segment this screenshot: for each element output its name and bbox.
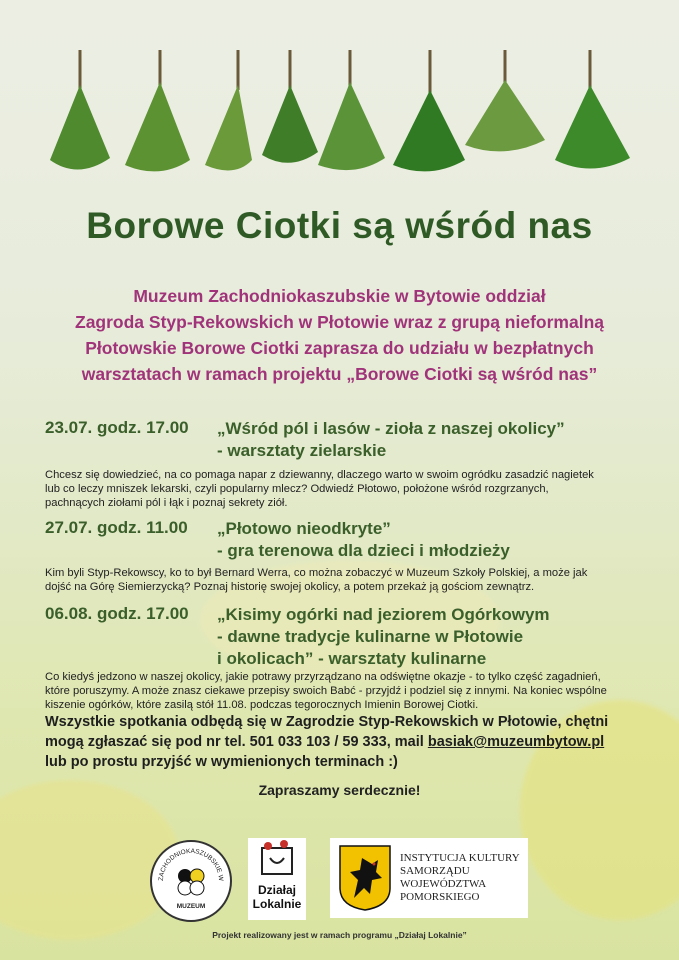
event-description-line: pachnących ziołami pól i łąk i poznaj sekrety ziół. (45, 497, 288, 509)
pomorskie-line: WOJEWÓDZTWA (400, 878, 487, 890)
closing-info (45, 712, 645, 772)
event-description-line: dojść na Górę Siemierzycką? Poznaj historię swojej okolicy, a potem przekaż ją gościom zewnątrz. (45, 581, 535, 593)
event-description-line: lub co leczy mniszek lekarski, czyli popularny mlecz? Odwiedź Płotowo, położone wśród rozgrzanych, (45, 483, 549, 495)
event-description (45, 468, 645, 510)
event-title-line: „Wśród pól i lasów - zioła z naszej okolicy” (217, 419, 565, 438)
event-title-line: „Kisimy ogórki nad jeziorem Ogórkowym (217, 605, 550, 624)
email-link[interactable]: basiak@muzeumbytow.pl (427, 734, 605, 750)
intro-line: warsztatach w ramach projektu „Borowe Ciotki są wśród nas” (81, 364, 598, 384)
event-header (45, 518, 645, 564)
event-description-line: kiszenie ogórków, które zasilą stół 11.08. podczas tegorocznych Imienin Borowej Ciotki. (45, 699, 479, 711)
intro-line: Płotowskie Borowe Ciotki zaprasza do udziału w bezpłatnych (85, 338, 594, 358)
event-1 (45, 418, 645, 510)
griffin-crest-icon (338, 844, 392, 912)
event-3 (45, 604, 645, 712)
herb-bundle (555, 50, 630, 169)
closing-line (45, 732, 645, 752)
event-title-line: - dawne tradycje kulinarne w Płotowie (217, 627, 524, 646)
invitation-text: Zapraszamy serdecznie! (258, 782, 421, 798)
event-header (45, 604, 645, 670)
event-header (45, 418, 645, 464)
event-description-line: Co kiedyś jedzono w naszej okolicy, jakie potrawy przyrządzano na odświętne okazje - to tylko część zagadnień, (45, 671, 601, 683)
event-date: 27.07. godz. 11.00 (45, 518, 188, 537)
event-description (45, 566, 645, 594)
event-title-line: „Płotowo nieodkryte” (217, 519, 391, 538)
herb-bundle (205, 50, 252, 170)
event-title (217, 418, 565, 462)
herb-bundle (262, 50, 318, 163)
museum-ring-text: ZACHODNIOKASZUBSKIE W (157, 847, 225, 882)
event-title-line: i okolicach” - warsztaty kulinarne (217, 649, 487, 668)
intro-line: Zagroda Styp-Rekowskich w Płotowie wraz z grupą nieformalną (75, 312, 604, 332)
pomorskie-line: INSTYTUCJA KULTURY (400, 852, 520, 864)
herb-bundle (50, 50, 110, 170)
page-title: Borowe Ciotki są wśród nas (86, 205, 593, 246)
closing-line: lub po prostu przyjść w wymienionych terminach :) (45, 754, 398, 770)
event-date: 06.08. godz. 17.00 (45, 604, 189, 623)
event-title (217, 518, 510, 562)
event-description (45, 670, 645, 712)
herb-bundle (318, 50, 385, 170)
footer-note: Projekt realizowany jest w ramach programu „Działaj Lokalnie” (212, 930, 467, 940)
dl-line1: Działaj (257, 883, 297, 897)
event-2 (45, 518, 645, 594)
dzialaj-lokalnie-logo (248, 838, 306, 920)
event-date: 23.07. godz. 17.00 (45, 418, 189, 437)
event-title-line: - warsztaty zielarskie (217, 441, 387, 460)
pomorskie-logo (330, 838, 528, 918)
event-title (217, 604, 550, 670)
closing-contact-text: mogą zgłaszać się pod nr tel. 501 033 103 / 59 333, mail (45, 734, 428, 750)
pomorskie-line: SAMORZĄDU (400, 865, 470, 877)
museum-label: MUZEUM (176, 903, 206, 910)
pomorskie-line: POMORSKIEGO (400, 891, 480, 903)
herb-bundle (465, 50, 545, 151)
museum-logo (150, 840, 232, 922)
herb-bundle (125, 50, 190, 171)
pomorskie-text (400, 852, 520, 904)
closing-line: Wszystkie spotkania odbędą się w Zagrodzie Styp-Rekowskich w Płotowie, chętni (45, 714, 609, 730)
event-description-line: które poruszymy. A może znasz ciekawe przepisy swoich Babć - przyjdź i podziel się z innymi. Na koniec wspólne (45, 685, 607, 697)
event-description-line: Chcesz się dowiedzieć, na co pomaga napar z dziewanny, dlaczego warto w swoim ogródku zasadzić nagietek (45, 469, 594, 481)
dzialaj-lokalnie-graphic (248, 838, 306, 920)
intro-text (40, 283, 639, 387)
intro-line: Muzeum Zachodniokaszubskie w Bytowie oddział (133, 286, 546, 306)
event-title-line: - gra terenowa dla dzieci i młodzieży (217, 541, 510, 560)
dl-line2: Lokalnie (252, 897, 302, 911)
event-description-line: Kim byli Styp-Rekowscy, ko to był Bernard Werra, co można zobaczyć w Muzeum Szkoły Polskiej, a może jak (45, 567, 588, 579)
herb-bundles-illustration (0, 40, 679, 180)
herb-bundle (393, 50, 465, 171)
museum-logo-graphic (152, 842, 230, 920)
